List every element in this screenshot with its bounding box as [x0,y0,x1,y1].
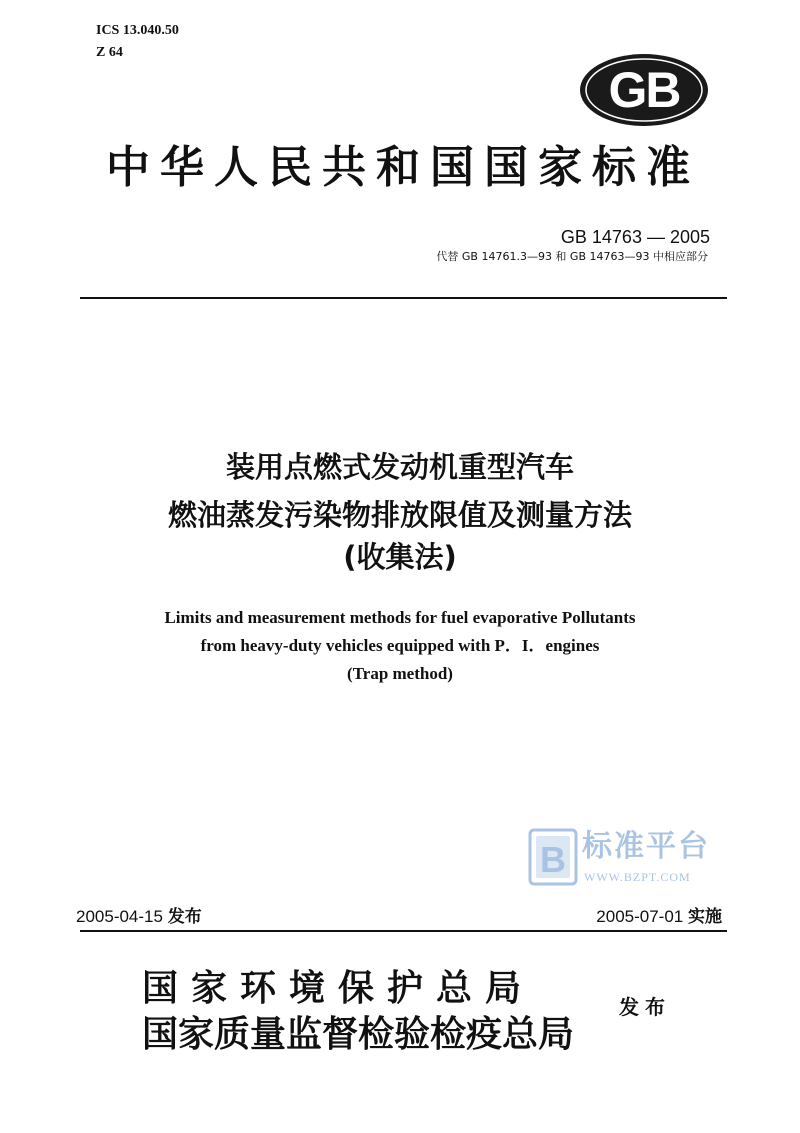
gb-logo-text: GB [608,62,680,118]
ccs-code: Z 64 [96,45,123,60]
issuer-line1: 国家环境保护总局 [142,967,535,1009]
replaces-note: 代替 GB 14761.3—93 和 GB 14763—93 中相应部分 [436,250,708,263]
watermark-logo-letter: B [540,839,566,880]
implementation-date-line [596,906,722,928]
title-cn-line3: (收集法) [343,540,457,574]
ics-code: ICS 13.040.50 [96,23,179,38]
issue-date: 2005-04-15 [76,907,163,926]
standard-number: GB 14763 — 2005 [560,227,710,247]
title-cn-line1: 装用点燃式发动机重型汽车 [225,450,574,484]
issuers-issue-word: 发布 [619,995,671,1019]
watermark-url: WWW.BZPT.COM [584,870,691,884]
issuer-line2: 国家质量监督检验检疫总局 [142,1013,575,1055]
implementation-label: 实施 [688,907,722,927]
issue-label: 发布 [167,907,202,927]
title-cn-line2: 燃油蒸发污染物排放限值及测量方法 [167,498,632,532]
title-en-line3: (Trap method) [347,664,453,683]
watermark-text: 标准平台 [582,829,710,864]
issue-date-line [76,906,202,928]
title-en-line2: from heavy-duty vehicles equipped with P．I．engines [200,636,600,655]
national-standard-title: 中华人民共和国国家标准 [106,142,700,193]
gb-logo [578,52,710,128]
implementation-date: 2005-07-01 [596,907,684,926]
bottom-divider [80,930,727,932]
top-divider [80,297,727,299]
title-en-line1: Limits and measurement methods for fuel evaporative Pollutants [164,608,636,627]
